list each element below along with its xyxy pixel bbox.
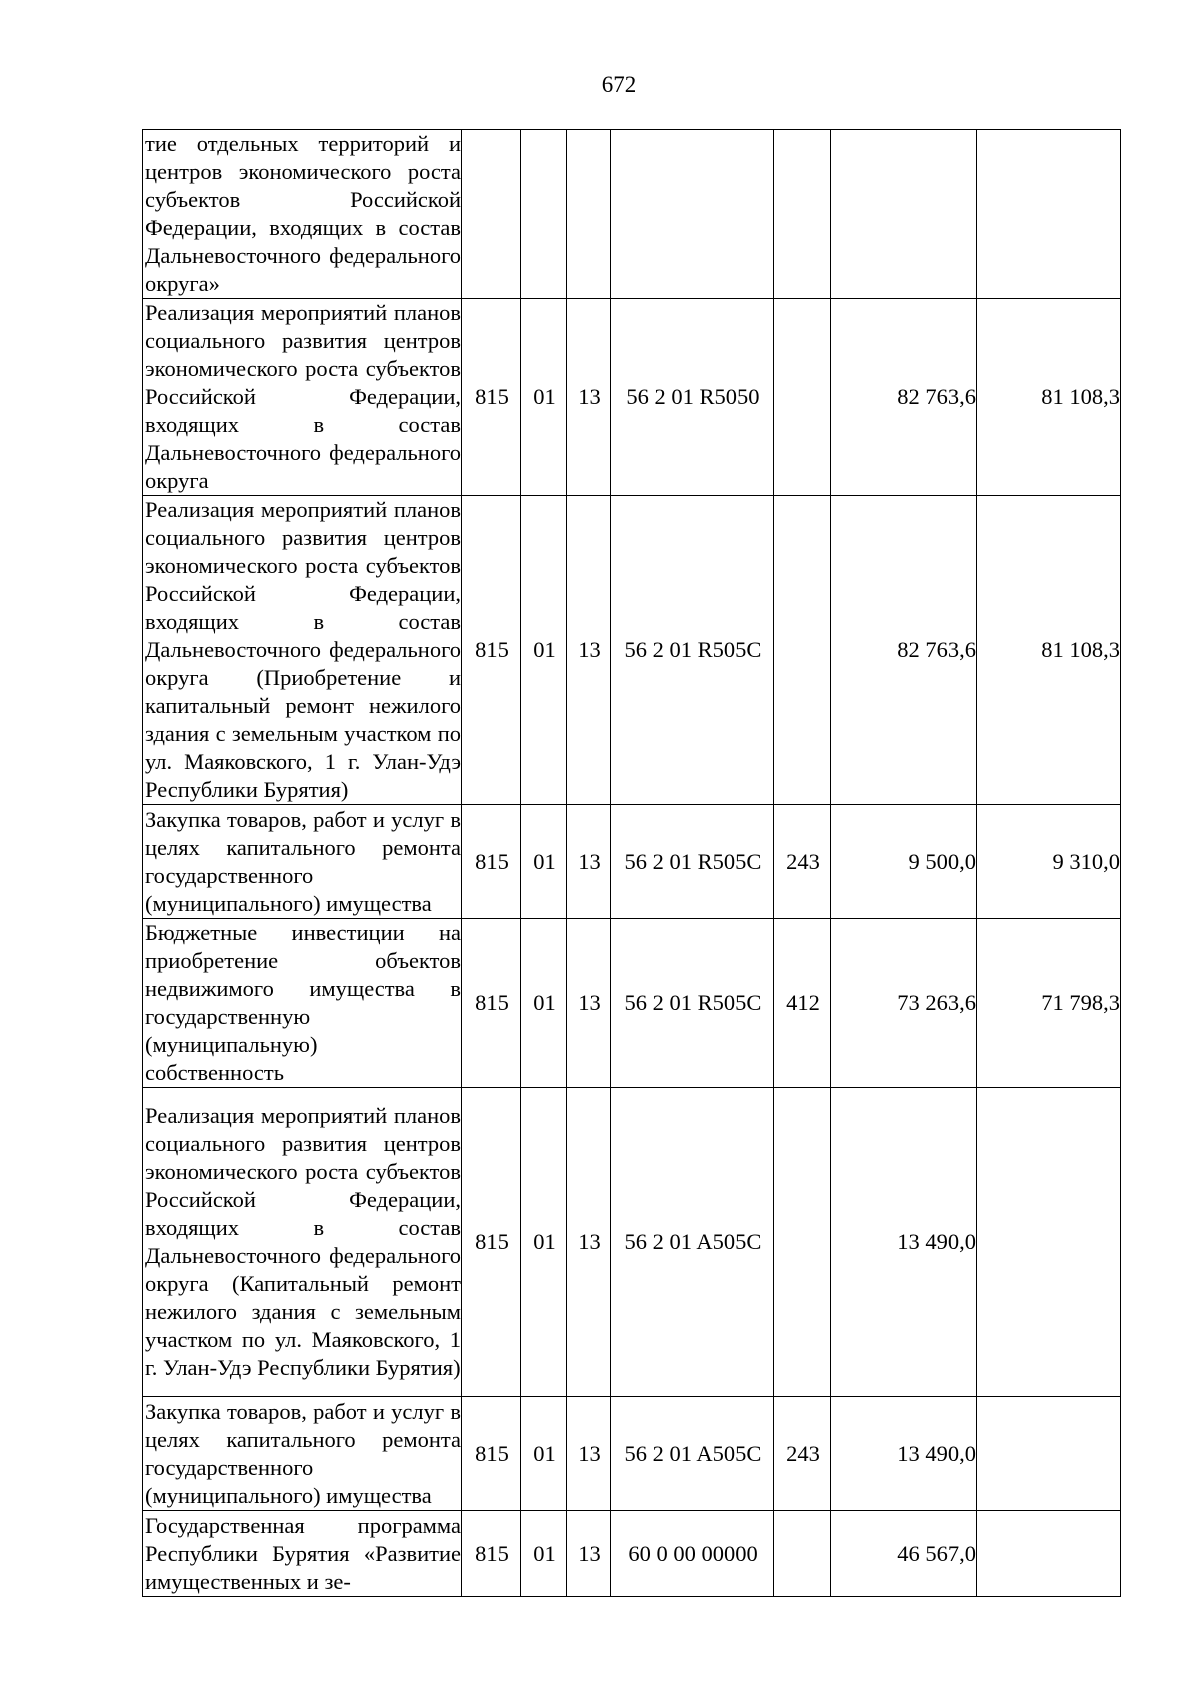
expense-type-code bbox=[774, 1511, 831, 1597]
section-code: 01 bbox=[521, 805, 567, 919]
subsection-code: 13 bbox=[567, 919, 611, 1088]
amount-1: 82 763,6 bbox=[831, 496, 977, 805]
subsection-code: 13 bbox=[567, 1511, 611, 1597]
expense-type-code: 243 bbox=[774, 805, 831, 919]
section-code: 01 bbox=[521, 1397, 567, 1511]
table-row bbox=[143, 299, 1121, 496]
amount-2 bbox=[977, 1397, 1121, 1511]
target-article-code: 56 2 01 R505C bbox=[611, 805, 774, 919]
ministry-code: 815 bbox=[462, 496, 521, 805]
amount-2 bbox=[977, 1088, 1121, 1397]
amount-1: 46 567,0 bbox=[831, 1511, 977, 1597]
amount-1: 73 263,6 bbox=[831, 919, 977, 1088]
target-article-code: 56 2 01 A505C bbox=[611, 1088, 774, 1397]
ministry-code: 815 bbox=[462, 1088, 521, 1397]
amount-2 bbox=[977, 130, 1121, 299]
table-row bbox=[143, 1397, 1121, 1511]
target-article-code: 56 2 01 A505C bbox=[611, 1397, 774, 1511]
expense-type-code: 412 bbox=[774, 919, 831, 1088]
expense-type-code: 243 bbox=[774, 1397, 831, 1511]
row-description: Реализация мероприятий планов социального развития центров экономического роста субъектов Российской Федерации, входящих в состав Дальневосточного федерального округа (Приобретение и капитальный ремонт нежилого здания с земельным участком по ул. Маяковского, 1 г. Улан-Удэ Республики Бурятия) bbox=[143, 496, 462, 805]
subsection-code: 13 bbox=[567, 299, 611, 496]
target-article-code: 56 2 01 R5050 bbox=[611, 299, 774, 496]
ministry-code bbox=[462, 130, 521, 299]
row-description: Бюджетные инвестиции на приобретение объектов недвижимого имущества в государственную (муниципальную) собственность bbox=[143, 919, 462, 1088]
budget-table bbox=[142, 129, 1121, 1597]
subsection-code: 13 bbox=[567, 805, 611, 919]
row-description: Закупка товаров, работ и услуг в целях капитального ремонта государственного (муниципального) имущества bbox=[143, 805, 462, 919]
section-code: 01 bbox=[521, 1088, 567, 1397]
amount-2: 71 798,3 bbox=[977, 919, 1121, 1088]
ministry-code: 815 bbox=[462, 1511, 521, 1597]
table-row bbox=[143, 805, 1121, 919]
target-article-code bbox=[611, 130, 774, 299]
target-article-code: 56 2 01 R505C bbox=[611, 919, 774, 1088]
section-code bbox=[521, 130, 567, 299]
table-row bbox=[143, 496, 1121, 805]
subsection-code: 13 bbox=[567, 1397, 611, 1511]
subsection-code bbox=[567, 130, 611, 299]
table-row bbox=[143, 1511, 1121, 1597]
expense-type-code bbox=[774, 1088, 831, 1397]
table-row bbox=[143, 1088, 1121, 1397]
subsection-code: 13 bbox=[567, 1088, 611, 1397]
row-description: тие отдельных территорий и центров экономического роста субъектов Российской Федерации, входящих в состав Дальневосточного федерального округа» bbox=[143, 130, 462, 299]
section-code: 01 bbox=[521, 496, 567, 805]
amount-1: 13 490,0 bbox=[831, 1088, 977, 1397]
expense-type-code bbox=[774, 299, 831, 496]
amount-1: 13 490,0 bbox=[831, 1397, 977, 1511]
table-row bbox=[143, 919, 1121, 1088]
row-description: Государственная программа Республики Бурятия «Развитие имущественных и зе- bbox=[143, 1511, 462, 1597]
ministry-code: 815 bbox=[462, 805, 521, 919]
ministry-code: 815 bbox=[462, 919, 521, 1088]
row-description: Закупка товаров, работ и услуг в целях капитального ремонта государственного (муниципального) имущества bbox=[143, 1397, 462, 1511]
amount-1 bbox=[831, 130, 977, 299]
section-code: 01 bbox=[521, 919, 567, 1088]
target-article-code: 60 0 00 00000 bbox=[611, 1511, 774, 1597]
amount-2: 9 310,0 bbox=[977, 805, 1121, 919]
ministry-code: 815 bbox=[462, 299, 521, 496]
expense-type-code bbox=[774, 130, 831, 299]
ministry-code: 815 bbox=[462, 1397, 521, 1511]
subsection-code: 13 bbox=[567, 496, 611, 805]
row-description: Реализация мероприятий планов социального развития центров экономического роста субъектов Российской Федерации, входящих в состав Дальневосточного федерального округа bbox=[143, 299, 462, 496]
section-code: 01 bbox=[521, 299, 567, 496]
target-article-code: 56 2 01 R505C bbox=[611, 496, 774, 805]
amount-2: 81 108,3 bbox=[977, 496, 1121, 805]
amount-2 bbox=[977, 1511, 1121, 1597]
amount-1: 9 500,0 bbox=[831, 805, 977, 919]
section-code: 01 bbox=[521, 1511, 567, 1597]
row-description: Реализация мероприятий планов социального развития центров экономического роста субъектов Российской Федерации, входящих в состав Дальневосточного федерального округа (Капитальный ремонт нежилого здания с земельным участком по ул. Маяковского, 1 г. Улан-Удэ Республики Бурятия) bbox=[143, 1088, 462, 1397]
table-row bbox=[143, 130, 1121, 299]
amount-2: 81 108,3 bbox=[977, 299, 1121, 496]
page-number: 672 bbox=[601, 72, 637, 97]
expense-type-code bbox=[774, 496, 831, 805]
amount-1: 82 763,6 bbox=[831, 299, 977, 496]
